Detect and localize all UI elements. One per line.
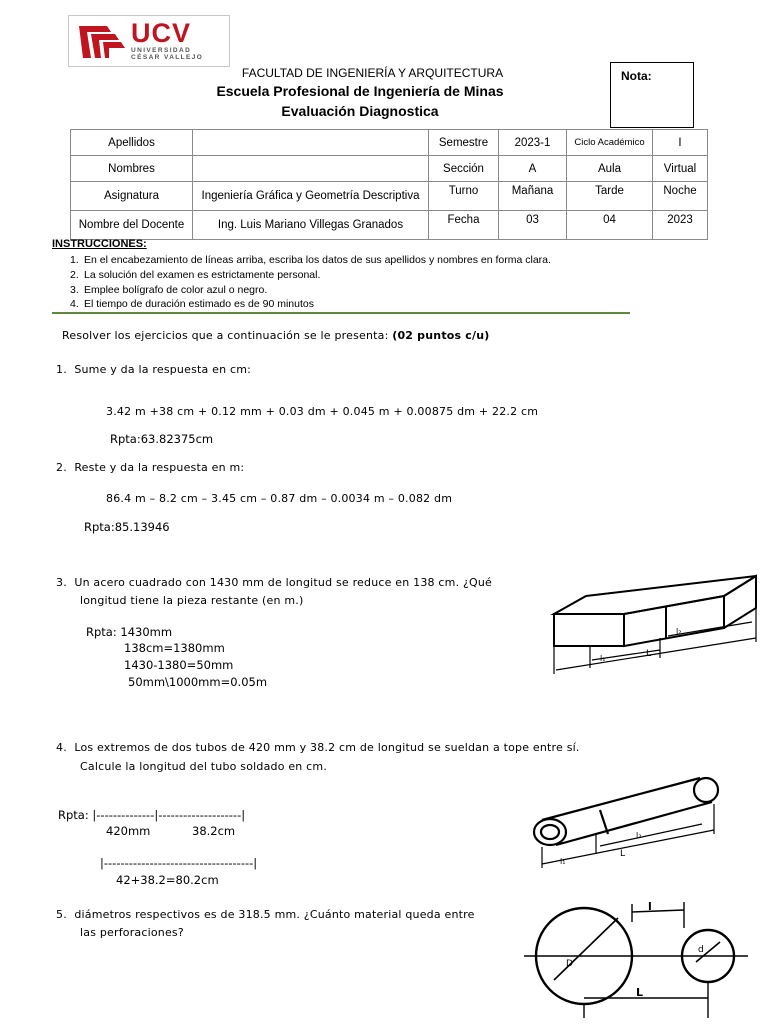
q4-value-1: 420mm [106, 824, 151, 838]
list-item: 1. En el encabezamiento de líneas arriba, escriba los datos de sus apellidos y nombres en forma clara. [70, 254, 551, 266]
faculty-title: FACULTAD DE INGENIERÍA Y ARQUITECTURA [241, 66, 504, 80]
table-cell: 03 [499, 211, 567, 240]
perforations-figure [524, 900, 748, 1020]
q4-value-2: 38.2cm [192, 824, 236, 838]
divider [52, 312, 630, 314]
table-cell: I [653, 130, 708, 156]
table-cell: 2023 [653, 211, 708, 240]
square-bar-figure [548, 566, 762, 682]
question-3-line2: longitud tiene la pieza restante (en m.) [80, 594, 304, 607]
list-item: 4. El tiempo de duración estimado es de 90 minutos [70, 298, 314, 311]
question-5: 5. diámetros respectivos es de 318.5 mm. ¿Cuánto material queda entre [56, 908, 475, 921]
table-cell: 2023-1 [499, 130, 567, 156]
student-info-table [70, 129, 708, 240]
fig-label-d1: D [566, 959, 573, 969]
q3-answer-2: 138cm=1380mm [124, 641, 225, 655]
surname-field[interactable] [193, 130, 429, 156]
fig-label-l2: l₂ [676, 627, 682, 636]
logo-brand: UCV [131, 18, 192, 48]
list-item: 2. La solución del examen es estrictamente personal. [70, 268, 321, 281]
fig-label-l2: l₂ [636, 831, 642, 840]
exam-title: Evaluación Diagnostica [281, 103, 439, 119]
ucv-emblem-icon [77, 22, 127, 60]
table-cell: Ciclo Académico [567, 130, 653, 156]
grade-label: Nota: [621, 69, 652, 83]
q3-answer-3: 1430-1380=50mm [124, 658, 234, 672]
instructions-title: INSTRUCCIONES: [52, 238, 147, 250]
school-title: Escuela Profesional de Ingeniería de Minas [216, 83, 504, 99]
fig-label-l1: l₁ [560, 857, 566, 866]
fig-label-top: l [648, 900, 652, 913]
table-cell: Semestre [429, 130, 499, 156]
question-2: 2. Reste y da la respuesta en m: [56, 461, 245, 474]
table-cell: Nombres [71, 156, 193, 182]
table-cell: Ing. Luis Mariano Villegas Granados [193, 211, 429, 240]
question-4: 4. Los extremos de dos tubos de 420 mm y 38.2 cm de longitud se sueldan a tope entre sí. [56, 741, 580, 754]
table-row [71, 130, 708, 156]
fig-label-l: L [620, 849, 626, 859]
table-row [71, 211, 708, 240]
table-cell: 04 [567, 211, 653, 240]
q1-answer: Rpta:63.82375cm [110, 432, 214, 446]
q3-answer-1: Rpta: 1430mm [86, 625, 173, 639]
q2-answer: Rpta:85.13946 [84, 520, 170, 534]
question-4-line2: Calcule la longitud del tubo soldado en cm. [80, 760, 328, 773]
q2-expression: 86.4 m – 8.2 cm – 3.45 cm – 0.87 dm – 0.0034 m – 0.082 dm [106, 492, 453, 505]
table-cell: Apellidos [71, 130, 193, 156]
table-cell: Fecha [429, 211, 499, 240]
fig-label-l1: l₁ [600, 654, 606, 663]
question-5-line2: las perforaciones? [80, 926, 184, 939]
intro-text: Resolver los ejercicios que a continuación se le presenta: (02 puntos c/u) [62, 329, 490, 342]
fig-label-l: L [646, 649, 652, 659]
table-cell: Ingeniería Gráfica y Geometría Descriptiva [193, 182, 429, 211]
table-cell: Turno [429, 182, 499, 211]
table-cell: Aula [567, 156, 653, 182]
list-item: 3. Emplee bolígrafo de color azul o negro. [70, 283, 268, 296]
q4-sum: 42+38.2=80.2cm [116, 873, 219, 887]
grade-box [610, 62, 694, 128]
question-3: 3. Un acero cuadrado con 1430 mm de longitud se reduce en 138 cm. ¿Qué [56, 576, 493, 589]
tube-figure [520, 772, 728, 876]
instructions-list [70, 253, 551, 312]
logo-university: UNIVERSIDAD CÉSAR VALLEJO [131, 47, 204, 61]
fig-label-d2: d [698, 945, 704, 955]
table-cell: A [499, 156, 567, 182]
name-field[interactable] [193, 156, 429, 182]
table-cell: Sección [429, 156, 499, 182]
table-row [71, 182, 708, 211]
q1-expression: 3.42 m +38 cm + 0.12 mm + 0.03 dm + 0.045 m + 0.00875 dm + 22.2 cm [106, 405, 539, 418]
table-cell: Nombre del Docente [71, 211, 193, 240]
table-cell: Virtual [653, 156, 708, 182]
ucv-logo [68, 15, 230, 67]
table-cell: Tarde [567, 182, 653, 211]
q4-answer: Rpta: |--------------|--------------------| [58, 808, 246, 822]
table-row [71, 156, 708, 182]
question-1: 1. Sume y da la respuesta en cm: [56, 363, 252, 376]
table-cell: Noche [653, 182, 708, 211]
table-cell: Asignatura [71, 182, 193, 211]
q3-answer-4: 50mm\1000mm=0.05m [128, 675, 268, 689]
table-cell: Mañana [499, 182, 567, 211]
q4-total-bar: |------------------------------------| [100, 856, 258, 870]
fig-label-bottom: L [636, 986, 644, 999]
